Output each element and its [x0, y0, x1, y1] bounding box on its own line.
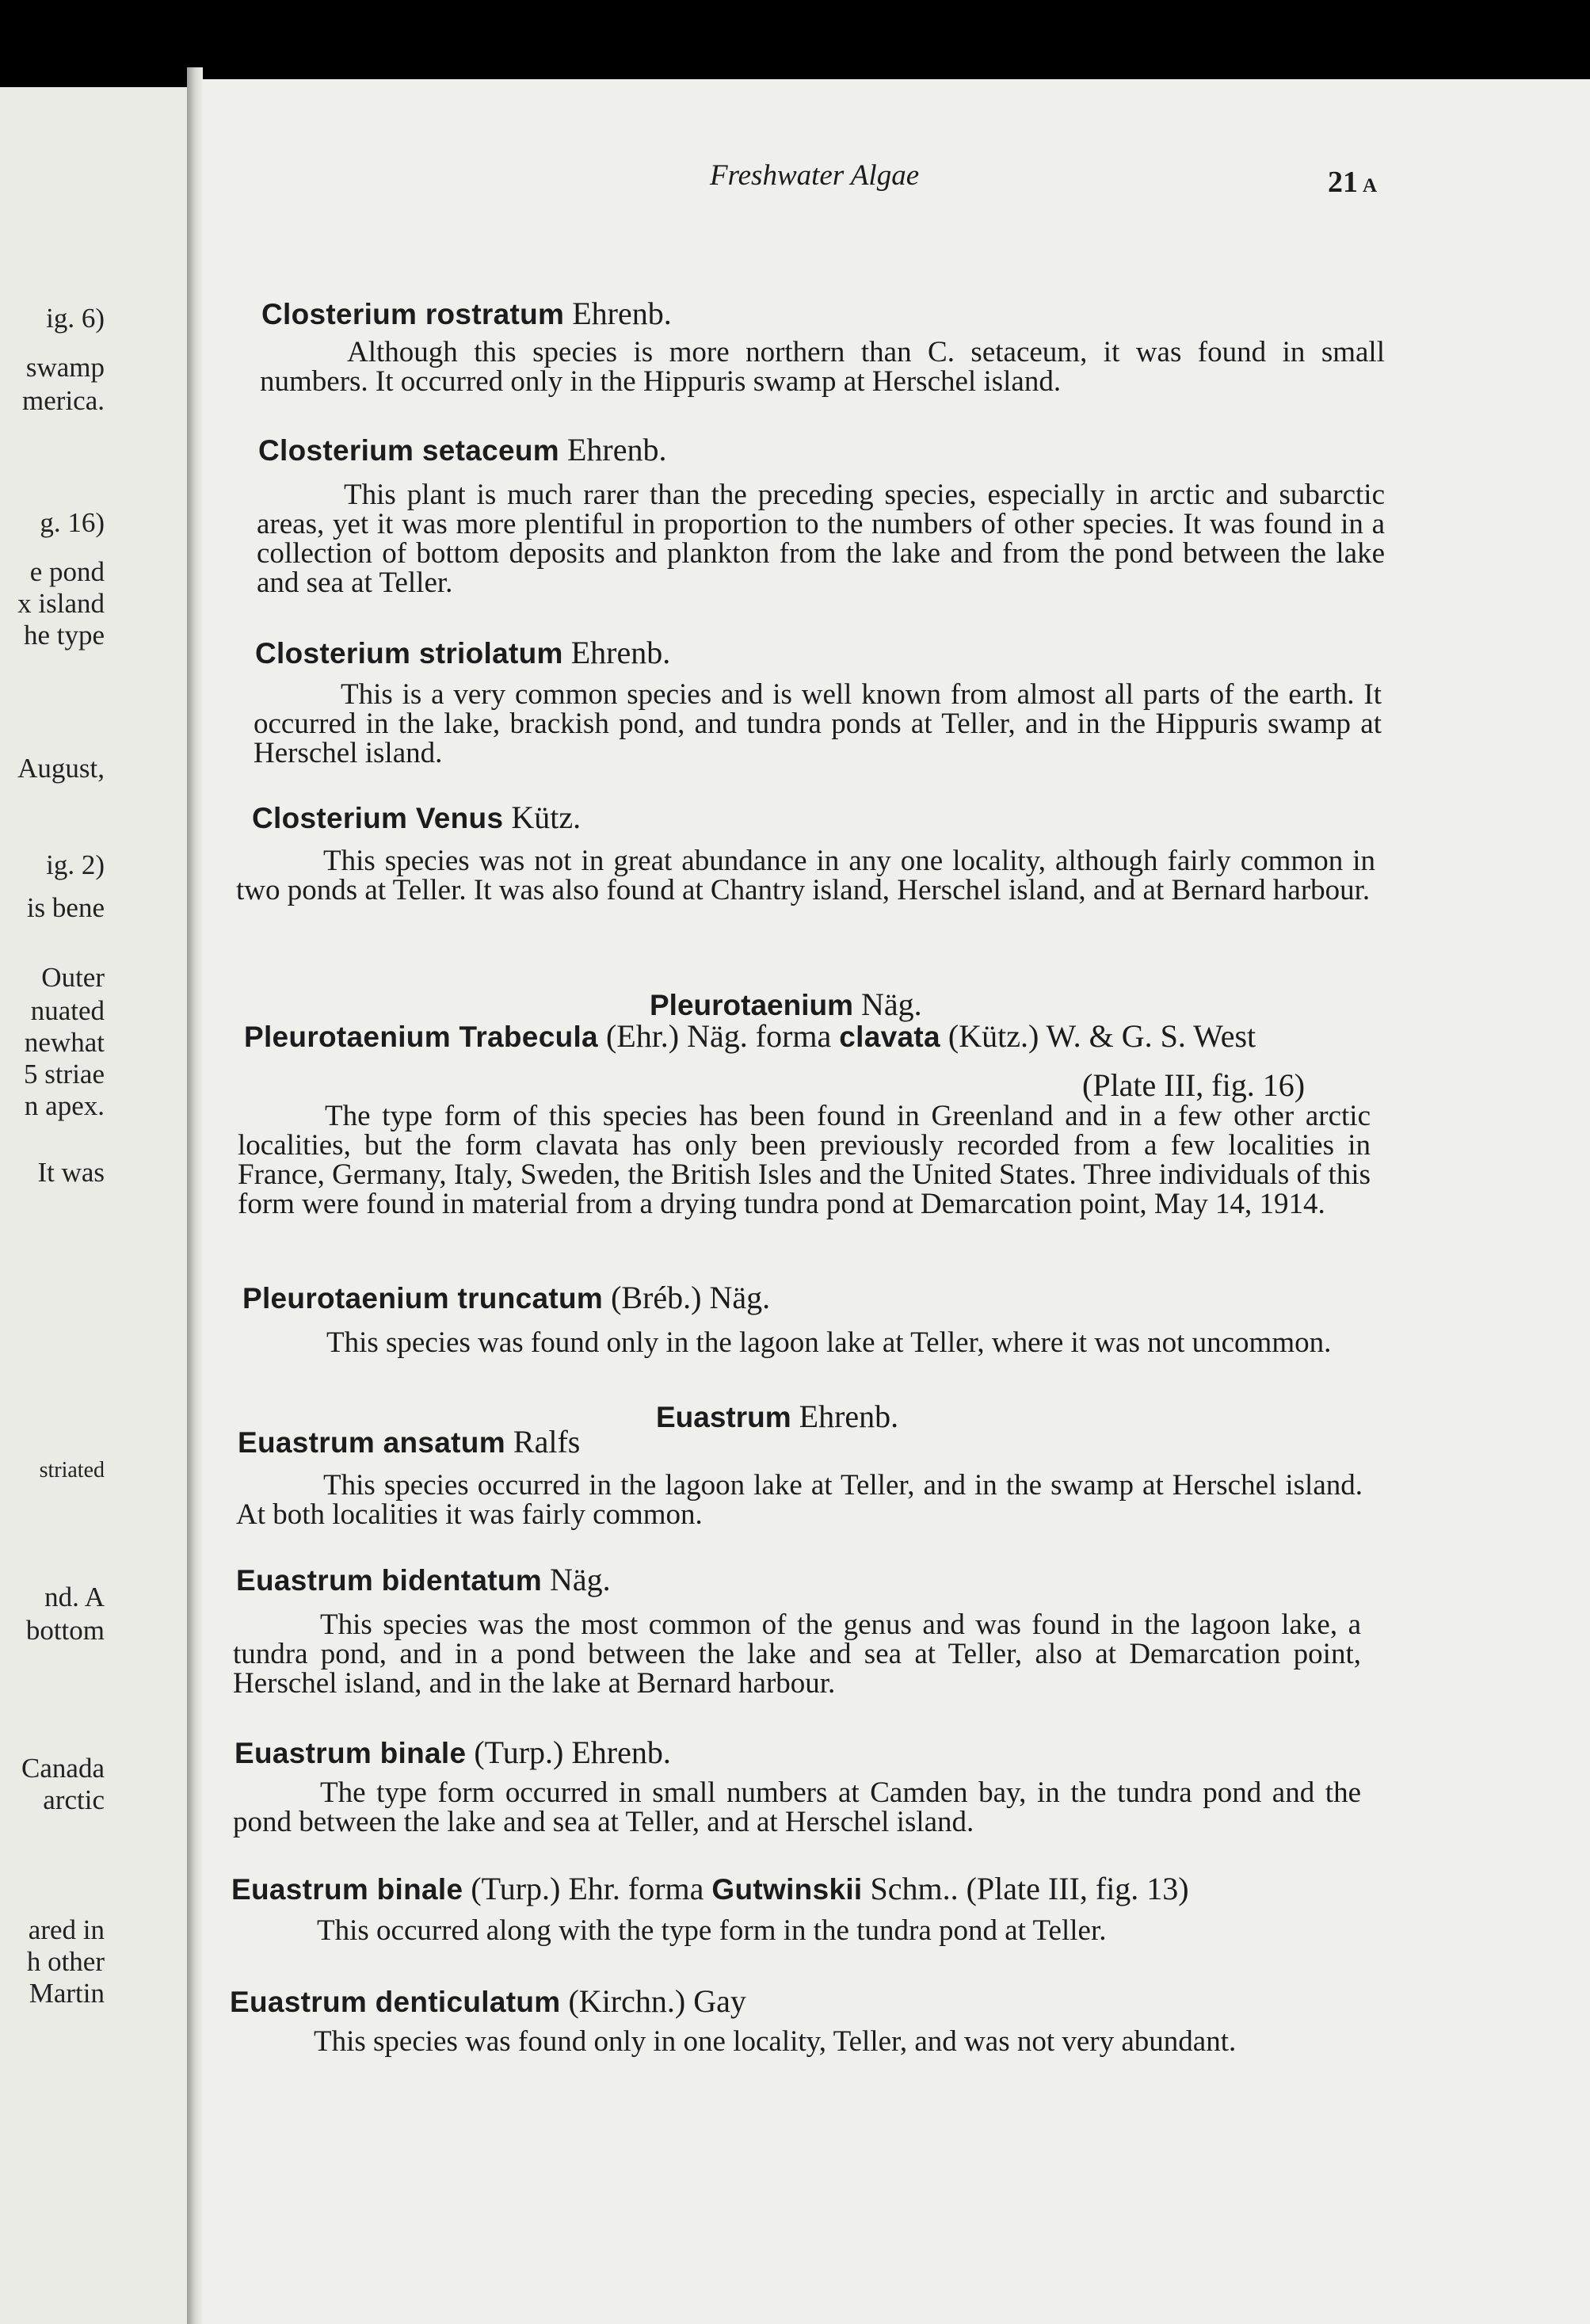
facing-line: arctic	[43, 1784, 105, 1815]
facing-line: August,	[17, 753, 105, 784]
facing-line: x island	[17, 588, 105, 619]
facing-page-fragment	[0, 87, 187, 2324]
facing-line: e pond	[29, 556, 105, 587]
facing-line: It was	[37, 1157, 105, 1188]
facing-line: g. 16)	[40, 507, 105, 538]
species-description: The type form occurred in small numbers at Camden bay, in the tundra pond and the pond between the lake and sea at Teller, and at Herschel island.	[233, 1776, 1361, 1838]
facing-line: 5 striae	[23, 1059, 105, 1089]
facing-line: ig. 6)	[46, 303, 105, 334]
facing-line: striated	[39, 1458, 105, 1483]
facing-line: Martin	[29, 1978, 105, 2009]
species-description: This species was not in great abundance in any one locality, although fairly common in two ponds at Teller. It was also found at Chantry island, Herschel island, and at Bernard harbour.	[236, 845, 1375, 906]
species-heading: Euastrum ansatum Ralfs	[238, 1424, 581, 1460]
running-header: Freshwater Algae	[710, 159, 920, 192]
facing-line: swamp	[25, 352, 105, 383]
species-description: This occurred along with the type form in the tundra pond at Teller.	[317, 1914, 1107, 1947]
facing-line: ared in	[28, 1914, 105, 1945]
facing-line: Canada	[21, 1753, 105, 1784]
facing-line: is bene	[26, 892, 105, 923]
species-description: Although this species is more northern than C. setaceum, it was found in small numbers. It occurred only in the Hippuris swamp at Herschel island.	[260, 336, 1385, 398]
species-description: This is a very common species and is well known from almost all parts of the earth. It occurred in the lake, brackish pond, and tundra ponds at Teller, and in the Hippuris swamp at Herschel island.	[254, 678, 1382, 769]
genus-heading: Euastrum Ehrenb.	[656, 1399, 899, 1434]
facing-line: Outer	[41, 962, 105, 993]
facing-line: n apex.	[24, 1090, 105, 1121]
facing-line: he type	[23, 620, 105, 651]
facing-line: nd. A	[44, 1582, 105, 1612]
species-description: This species was found only in one locality, Teller, and was not very abundant.	[314, 2025, 1237, 2058]
book-spine	[187, 67, 203, 2324]
species-heading: Closterium setaceum Ehrenb.	[258, 432, 667, 467]
species-heading: Closterium striolatum Ehrenb.	[255, 635, 671, 670]
species-heading: Euastrum binale (Turp.) Ehr. forma Gutwinskii Schm.. (Plate III, fig. 13)	[231, 1871, 1189, 1906]
facing-line: ig. 2)	[46, 849, 105, 880]
species-description: This species occurred in the lagoon lake at Teller, and in the swamp at Herschel island. At both localities it was fairly common.	[236, 1469, 1363, 1531]
page-number: 21 A	[1328, 166, 1378, 199]
facing-line: newhat	[24, 1027, 105, 1058]
species-heading: Euastrum binale (Turp.) Ehrenb.	[234, 1734, 671, 1770]
genus-heading: Pleurotaenium Näg.	[650, 986, 922, 1022]
species-heading: Pleurotaenium Trabecula (Ehr.) Näg. forma clavata (Kütz.) W. & G. S. West	[244, 1018, 1256, 1054]
species-description: This species was found only in the lagoon lake at Teller, where it was not uncommon.	[326, 1326, 1332, 1359]
facing-line: merica.	[22, 385, 105, 416]
species-description: The type form of this species has been found in Greenland and in a few other arctic localities, but the form clavata has only been previously recorded from a few localities in France, Germany, Italy, Sweden, the British Isles and the United States. Three individuals of this form were found in material from a drying tundra pond at Demarcation point, May 14, 1914.	[238, 1100, 1371, 1220]
species-heading: Euastrum bidentatum Näg.	[236, 1562, 611, 1597]
species-heading: Pleurotaenium truncatum (Bréb.) Näg.	[242, 1280, 771, 1315]
species-heading: Closterium Venus Kütz.	[252, 799, 581, 835]
species-heading: Closterium rostratum Ehrenb.	[261, 296, 672, 331]
facing-line: bottom	[25, 1615, 105, 1646]
plate-reference: (Plate III, fig. 16)	[1082, 1067, 1306, 1103]
species-description: This plant is much rarer than the preceding species, especially in arctic and subarctic areas, yet it was more plentiful in proportion to the numbers of other species. It was found in a collection of bottom deposits and plankton from the lake and from the pond between the lake and sea at Teller.	[257, 479, 1385, 599]
species-description: This species was the most common of the genus and was found in the lagoon lake, a tundra pond, and in a pond between the lake and sea at Teller, also at Demarcation point, Herschel island, and in the lake at Bernard harbour.	[233, 1608, 1361, 1700]
facing-line: h other	[26, 1946, 105, 1977]
facing-line: nuated	[30, 995, 105, 1026]
species-heading: Euastrum denticulatum (Kirchn.) Gay	[230, 1983, 746, 2019]
